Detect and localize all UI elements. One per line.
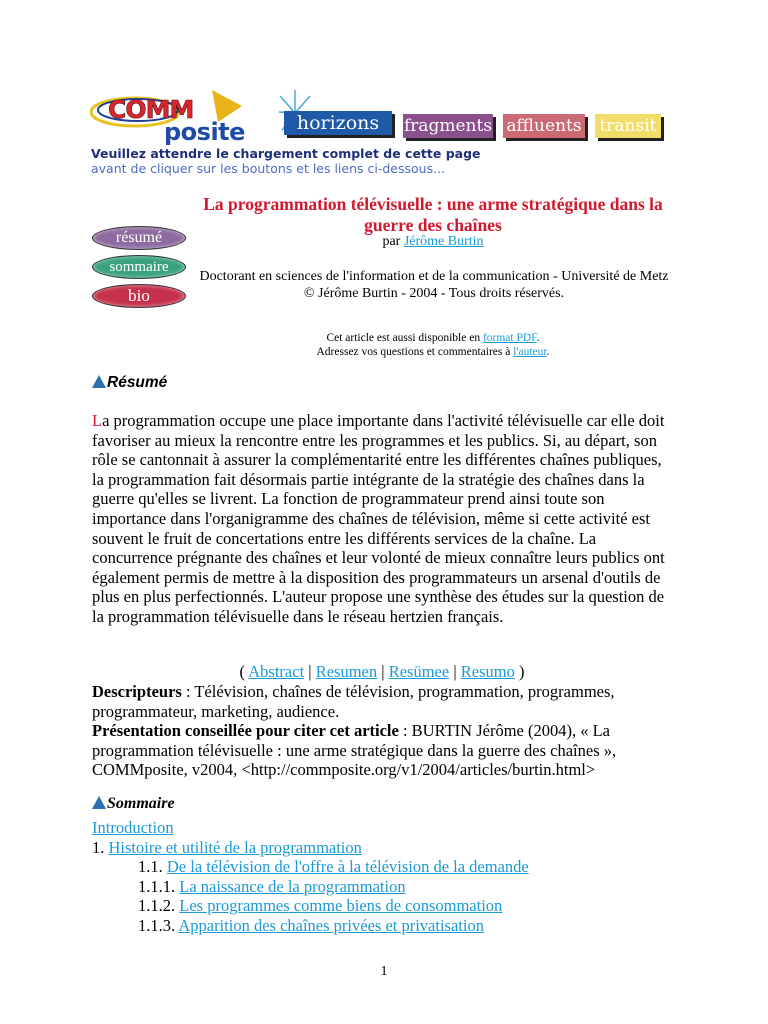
svg-text:COMM: COMM xyxy=(108,95,194,124)
dropcap: L xyxy=(92,411,103,430)
sommaire-button[interactable]: sommaire xyxy=(92,255,186,279)
resume-heading: Résumé xyxy=(92,374,167,392)
lang-resumen-link[interactable]: Resumen xyxy=(315,662,378,681)
toc-item xyxy=(92,818,672,838)
site-banner xyxy=(90,88,670,180)
by-prefix: par xyxy=(382,234,401,249)
pdf-link[interactable]: format PDF xyxy=(482,332,537,344)
byline xyxy=(192,234,674,250)
descripteurs: Descripteurs : Télévision, chaînes de télévision, programmation, programmes, programmateur, marketing, audience. xyxy=(92,682,615,721)
author-link[interactable]: Jérôme Burtin xyxy=(403,234,484,249)
toc-link[interactable]: Apparition des chaînes privées et privatisation xyxy=(178,915,484,935)
resume-button[interactable]: résumé xyxy=(92,226,186,250)
toc-link[interactable]: De la télévision de l'offre à la télévision de la demande xyxy=(166,857,529,877)
toc-link-introduction[interactable]: Introduction xyxy=(92,818,174,837)
lang-resumee-link[interactable]: Resümee xyxy=(388,662,450,681)
availability-note: Cet article est aussi disponible en format PDF. Adressez vos questions et commentaires à l'auteur. xyxy=(316,332,550,358)
author-info xyxy=(196,268,672,302)
nav-affluents[interactable]: affluents xyxy=(503,114,585,138)
citation: Présentation conseillée pour citer cet article : BURTIN Jérôme (2004), « La programmation télévisuelle : une arme stratégique dans la guerre des chaînes », COMMposite, v2004, <http://commposite.org/v1/2004/articles/burtin.html> xyxy=(92,721,617,779)
toc-item: 1. Histoire et utilité de la programmation xyxy=(92,837,362,857)
metadata-block xyxy=(92,682,672,780)
copyright: © Jérôme Burtin - 2004 - Tous droits réservés. xyxy=(303,286,565,301)
language-links: ( Abstract | Resumen | Resümee | Resumo ) xyxy=(239,662,525,681)
sommaire-heading: Sommaire xyxy=(92,795,175,813)
contact-prefix: Adressez vos questions et commentaires à xyxy=(316,346,511,358)
nav-fragments[interactable]: fragments xyxy=(403,116,493,136)
author-contact-link[interactable]: l'auteur xyxy=(513,346,547,358)
toc-item: 1.1.1. La naissance de la programmation xyxy=(138,876,406,896)
loading-notice-sub: avant de cliquer sur les boutons et les liens ci-dessous... xyxy=(91,161,446,176)
resume-text: La programmation occupe une place importante dans l'activité télévisuelle car elle doit favoriser au mieux la rencontre entre les programmes et les publics. Si, au départ, son rôle se cantonnait à assurer la complémentarité entre les différentes chaînes publiques, la programmation fait désormais partie intégrante de la stratégie des chaînes dans la guerre qu'elles se livrent. La fonction de programmateur prend ainsi toute son importance dans l'organigramme des chaînes de télévision, même si cette activité est souvent le fruit de concertations entre les différents services de la chaîne. La concurrence prégnante des chaînes et leur volonté de mieux connaître leurs publics ont également permis de mettre à la disposition des programmateurs un arsenal d'outils de plus en plus perfectionnés. L'auteur propose une synthèse des études sur la question de la programmation télévisuelle dans le réseau hertzien français. xyxy=(92,411,665,626)
toc-link[interactable]: Les programmes comme biens de consommation xyxy=(179,896,503,916)
lang-abstract-link[interactable]: Abstract xyxy=(248,662,305,681)
toc-item: 1.1.2. Les programmes comme biens de consommation xyxy=(138,896,503,916)
toc-link[interactable]: La naissance de la programmation xyxy=(179,876,406,896)
loading-notice: Veuillez attendre le chargement complet de cette page xyxy=(91,146,481,161)
table-of-contents xyxy=(92,818,672,936)
nav-transit[interactable]: transit xyxy=(595,114,661,138)
commposite-logo[interactable] xyxy=(90,88,275,146)
up-arrow-icon[interactable] xyxy=(92,375,106,388)
svg-text:posite: posite xyxy=(164,118,245,146)
pdf-prefix: Cet article est aussi disponible en xyxy=(326,332,481,344)
toc-link[interactable]: Histoire et utilité de la programmation xyxy=(108,837,362,857)
bio-button[interactable]: bio xyxy=(92,284,186,308)
affiliation: Doctorant en sciences de l'information et de la communication - Université de Metz xyxy=(199,269,669,284)
page-number: 1 xyxy=(380,964,388,979)
toc-item: 1.1. De la télévision de l'offre à la télévision de la demande xyxy=(138,857,529,877)
nav-horizons[interactable]: horizons xyxy=(284,111,392,135)
up-arrow-icon[interactable] xyxy=(92,796,106,809)
lang-resumo-link[interactable]: Resumo xyxy=(460,662,515,681)
article-title: La programmation télévisuelle : une arme stratégique dans la guerre des chaînes xyxy=(203,194,663,235)
toc-item: 1.1.3. Apparition des chaînes privées et privatisation xyxy=(138,915,484,935)
